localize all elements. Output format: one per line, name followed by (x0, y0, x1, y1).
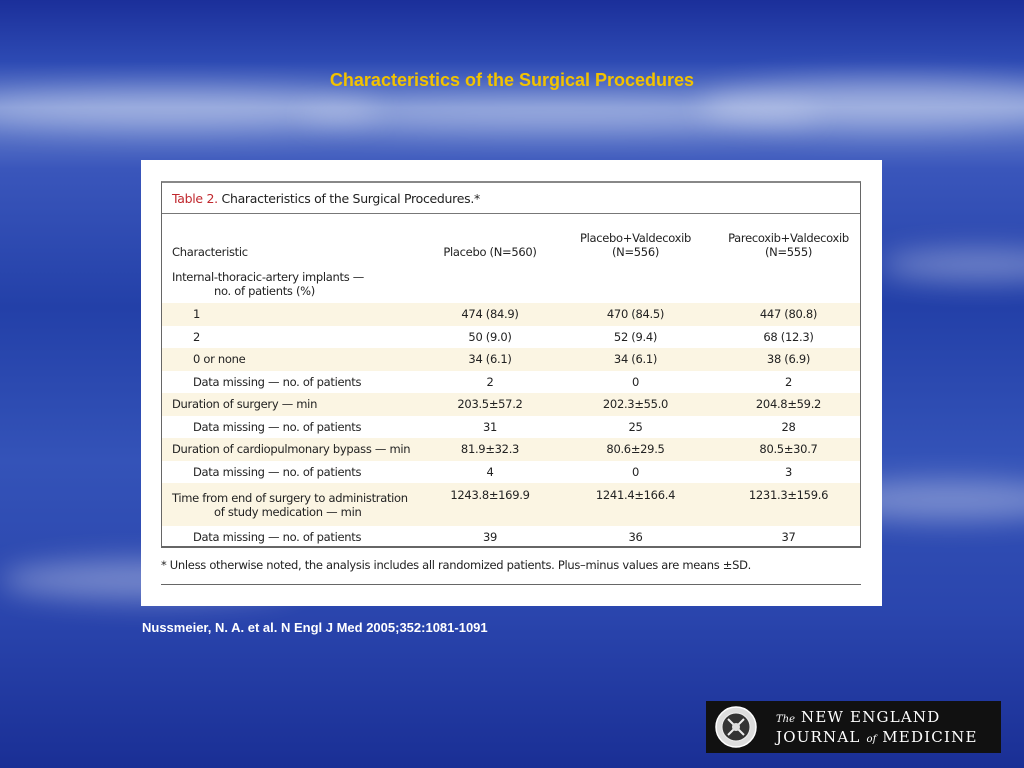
row-label: Data missing — no. of patients (193, 419, 362, 434)
col-header-placebo: Placebo (N=560) (443, 245, 537, 259)
row-label: 1 (162, 303, 426, 326)
row-label (162, 483, 426, 526)
cell-placebo: 81.9±32.3 (426, 438, 554, 461)
col-header-characteristic: Characteristic (172, 245, 248, 259)
cell-placebo: 39 (482, 530, 498, 545)
row-label: Data missing — no. of patients (193, 530, 362, 545)
footnote-rule (161, 584, 861, 585)
cell-parecoxib-valdecoxib (717, 265, 860, 303)
table-row (162, 371, 860, 394)
cell-placebo (426, 265, 554, 303)
row-label (162, 265, 426, 303)
cell-placebo-valdecoxib: 0 (631, 374, 640, 389)
col-header-placebo-valdecoxib (554, 215, 717, 265)
cell-placebo: 50 (9.0) (468, 329, 512, 344)
citation: Nussmeier, N. A. et al. N Engl J Med 2005;352:1081-1091 (142, 620, 488, 635)
table-row (162, 393, 860, 416)
slide-title: Characteristics of the Surgical Procedures (329, 70, 695, 90)
table-row (162, 265, 860, 303)
row-label-line1: Time from end of surgery to administration (172, 490, 408, 505)
logo-journal: JOURNAL (776, 728, 861, 746)
cell-parecoxib-valdecoxib: 28 (781, 419, 796, 434)
cell-placebo-valdecoxib: 1241.4±166.4 (554, 483, 717, 526)
seal-icon (714, 705, 758, 749)
row-label-line2: of study medication — min (214, 504, 362, 519)
logo-line-2 (776, 728, 978, 746)
table-row (162, 416, 860, 439)
cell-placebo-valdecoxib: 34 (6.1) (554, 348, 717, 371)
cell-placebo: 203.5±57.2 (426, 393, 554, 416)
cell-parecoxib-valdecoxib: 3 (784, 464, 793, 479)
table-caption (172, 191, 480, 206)
table-row (162, 526, 860, 549)
cell-placebo-valdecoxib: 25 (628, 419, 643, 434)
table-row (162, 348, 860, 371)
cell-placebo: 2 (486, 374, 494, 389)
table-row (162, 438, 860, 461)
row-label: Duration of surgery — min (162, 393, 426, 416)
cell-placebo-valdecoxib: 202.3±55.0 (554, 393, 717, 416)
cell-placebo: 31 (482, 419, 498, 434)
cell-placebo-valdecoxib: 80.6±29.5 (554, 438, 717, 461)
cell-parecoxib-valdecoxib: 37 (781, 530, 796, 545)
cell-placebo-valdecoxib (554, 265, 717, 303)
cell-parecoxib-valdecoxib: 80.5±30.7 (717, 438, 860, 461)
row-label: 0 or none (162, 348, 426, 371)
table-frame (161, 181, 861, 548)
cell-placebo: 34 (6.1) (426, 348, 554, 371)
col-header-placebo-valdecoxib-line2: (N=556) (611, 245, 660, 259)
table-caption-text: Characteristics of the Surgical Procedures.* (221, 191, 480, 206)
col-header-parecoxib-valdecoxib-line1: Parecoxib+Valdecoxib (728, 231, 849, 245)
table-image-panel (141, 160, 882, 606)
row-label: 2 (193, 329, 201, 344)
logo-new-england: NEW ENGLAND (801, 708, 941, 726)
table-row (162, 326, 860, 349)
table-footnote: * Unless otherwise noted, the analysis includes all randomized patients. Plus–minus values are means ±SD. (161, 558, 752, 572)
table-label: Table 2. (172, 191, 218, 206)
cell-placebo-valdecoxib: 470 (84.5) (554, 303, 717, 326)
table-row (162, 461, 860, 484)
cell-placebo-valdecoxib: 36 (628, 530, 643, 545)
cell-parecoxib-valdecoxib: 447 (80.8) (717, 303, 860, 326)
col-header-placebo-valdecoxib-line1: Placebo+Valdecoxib (579, 231, 692, 245)
table-row (162, 483, 860, 526)
header-rule (162, 213, 860, 214)
row-label-line2: no. of patients (%) (214, 284, 315, 298)
cell-placebo: 1243.8±169.9 (426, 483, 554, 526)
row-label: Data missing — no. of patients (193, 464, 362, 479)
cell-placebo: 474 (84.9) (426, 303, 554, 326)
logo-line-1 (776, 708, 940, 726)
row-label-line1: Internal-thoracic-artery implants — (172, 270, 365, 284)
col-header-parecoxib-valdecoxib-line2: (N=555) (764, 245, 813, 259)
cell-parecoxib-valdecoxib: 204.8±59.2 (717, 393, 860, 416)
row-label: Duration of cardiopulmonary bypass — min (162, 438, 426, 461)
cell-parecoxib-valdecoxib: 1231.3±159.6 (717, 483, 860, 526)
logo-of: of (866, 734, 877, 745)
cell-placebo-valdecoxib: 0 (631, 464, 640, 479)
cell-parecoxib-valdecoxib: 68 (12.3) (763, 329, 814, 344)
logo-the: The (776, 714, 796, 725)
col-header-parecoxib-valdecoxib (717, 215, 860, 265)
cell-parecoxib-valdecoxib: 2 (784, 374, 793, 389)
characteristics-table (162, 215, 860, 549)
cell-placebo-valdecoxib: 52 (9.4) (613, 329, 658, 344)
cell-parecoxib-valdecoxib: 38 (6.9) (717, 348, 860, 371)
logo-medicine: MEDICINE (882, 728, 978, 746)
cell-placebo: 4 (486, 464, 494, 479)
table-row (162, 303, 860, 326)
nejm-logo (706, 701, 1001, 753)
row-label: Data missing — no. of patients (193, 374, 362, 389)
